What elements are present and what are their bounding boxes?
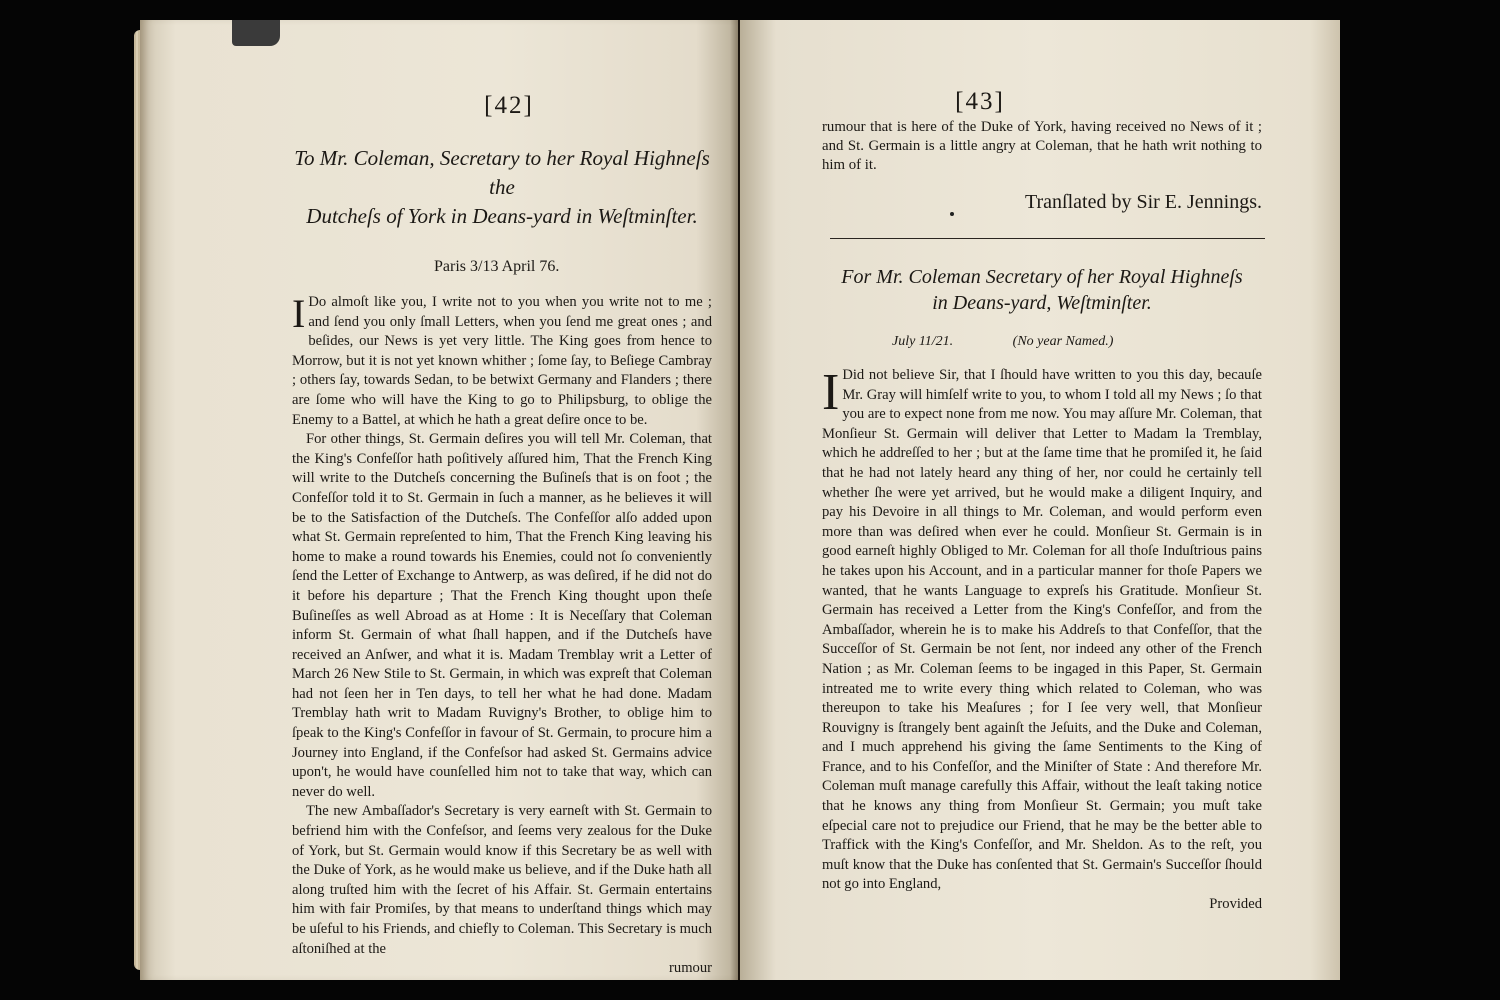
letter-body <box>822 366 1262 915</box>
letter-body <box>292 293 712 979</box>
title-line: For Mr. Coleman Secretary of her Royal Highneſs <box>841 266 1243 288</box>
paragraph: I Did not believe Sir, that I ſhould have written to you this day, becauſe Mr. Gray will himſelf write to you, to whom I told all my News ; ſo that you are to expect none from me now. You may aſſure Mr. Coleman, that Monſieur St. Germain will deliver that Letter to Madam la Tremblay, which he addreſſed to her ; but at the ſame time that he promiſed it, he ſaid that he had not lately heard any thing of her, nor could he certainly tell whether ſhe were yet arrived, but he would make a diligent Inquiry, and pay his Devoire in all things to Mr. Coleman, and would perform even more than was deſired when ever he could. Monſieur St. Germain is in good earneſt highly Obliged to Mr. Coleman for all thoſe Induſtrious pains he takes upon his Account, and in a particular manner for thoſe Papers we wanted, that he wants Language to expreſs his Gratitude. Monſieur St. Germain has received a Letter from the King's Confeſſor, and from the Ambaſſador, wherein he is to make his Addreſs to that Confeſſor, that the Succeſſor of St. Germain be not ſent, nor indeed any other of the French Nation ; as Mr. Coleman ſeems to be ingaged in this Paper, St. Germain intreated me to write every thing which related to Coleman, who was thereupon to take his Meaſures ; for I ſee very well, that Monſieur Rouvigny is ſtrangely bent againſt the Jeſuits, and the Duke and Coleman, and I much apprehend his giving the ſame Sentiments to the King of France, and to his Confeſſor, and the Miniſter of State : And therefore Mr. Coleman muſt manage carefully this Affair, without the leaſt taking notice that he knows any thing from Monſieur St. Germain; you muſt take eſpecial care not to prejudice our Friend, that he may be the better able to Traffick with the King's Confeſſor, and Mr. Sheldon. As to the reſt, you muſt know that the Duke has conſented that St. Germain's Succeſſor ſhould not go into England, <box>822 364 1262 893</box>
page-clip <box>232 20 280 46</box>
translator-credit: Tranſlated by Sir E. Jennings. <box>1024 191 1262 213</box>
title-line: To Mr. Coleman, Secretary to her Royal Highneſs the <box>294 146 710 199</box>
catchword: rumour <box>669 960 712 977</box>
drop-cap: I <box>292 291 306 336</box>
year-note: (No year Named.) <box>1012 334 1114 349</box>
right-page <box>740 20 1340 980</box>
left-page <box>140 20 738 980</box>
dateline: July 11/21. <box>892 334 954 349</box>
paragraph: I Do almoſt like you, I write not to you when you write not to me ; and ſend you only ſmall Letters, when you ſend me great ones ; and beſides, our News is yet very little. The King goes from hence to Morrow, but it is not yet known whither ; ſome ſay, to Beſiege Cambray ; others ſay, towards Sedan, to be betwixt Germany and Flanders ; there are ſome who will have the King to go to Philipsburg, to oblige the Enemy to a Battel, at which he hath a great deſire once to be. <box>292 291 712 428</box>
open-book <box>140 20 1340 980</box>
dateline: Paris 3/13 April 76. <box>434 258 560 275</box>
title-line: Dutcheſs of York in Deans-yard in Weſtminſter. <box>306 204 698 228</box>
page-number: [43] <box>955 88 1005 115</box>
paragraph: For other things, St. Germain deſires you will tell Mr. Coleman, that the King's Confeſſor hath poſitively aſſured him, That the French King will write to the Dutcheſs concerning the Buſineſs that is on foot ; the Confeſſor told it to St. Germain in ſuch a manner, as he believes it will be to the Satisfaction of the Dutcheſs. The Confeſſor alſo added upon what St. Germain repreſented to him, That the French King leaving his home to make a round towards his Enemies, could not ſo conveniently ſend the Letter of Exchange to Antwerp, as was deſired, if he did not do it before his departure ; That the French King thought upon theſe Buſineſſes as well Abroad as at Home : It is Neceſſary that Coleman inform St. Germain of what ſhall happen, and if the Dutcheſs have received an Anſwer, and what it is. Madam Tremblay writ a Letter of March 26 New Stile to St. Germain, in which was expreſt that Coleman had not ſeen her in Ten days, to tell her what he had done. Madam Tremblay hath writ to Madam Ruvigny's Brother, to oblige him to ſpeak to the King's Confeſſor in favour of St. Germain, to procure him a Journey into England, if the Confeſsor had asked St. Germains advice upon't, he would have counſelled him not to take that way, which can never do well. <box>292 431 712 800</box>
section-divider <box>830 238 1265 239</box>
page-number: [42] <box>484 92 534 119</box>
catchword: Provided <box>1209 896 1262 913</box>
ink-speck <box>950 212 954 216</box>
letter-title <box>822 264 1262 316</box>
continuation-text: rumour that is here of the Duke of York, having received no News of it ; and St. Germain is a little angry at Coleman, that he hath writ nothing to him of it. <box>822 119 1262 173</box>
paragraph: The new Ambaſſador's Secretary is very earneſt with St. Germain to befriend him with the Confeſsor, and ſeems very zealous for the Duke of York, but St. Germain would know if this Secretary be as well with the Duke of York, as he would make us believe, and if the Duke hath all along truſted him with the ſecret of his Affair. St. Germain entertains him with fair Promiſes, by that means to underſtand things which may be uſeful to his Friends, and chiefly to Coleman. This Secretary is much aſtoniſhed at the <box>292 803 712 957</box>
dateline-row <box>892 332 1262 352</box>
title-line: in Deans-yard, Weſtminſter. <box>932 292 1152 314</box>
letter-title <box>292 144 712 231</box>
drop-cap: I <box>822 364 840 421</box>
